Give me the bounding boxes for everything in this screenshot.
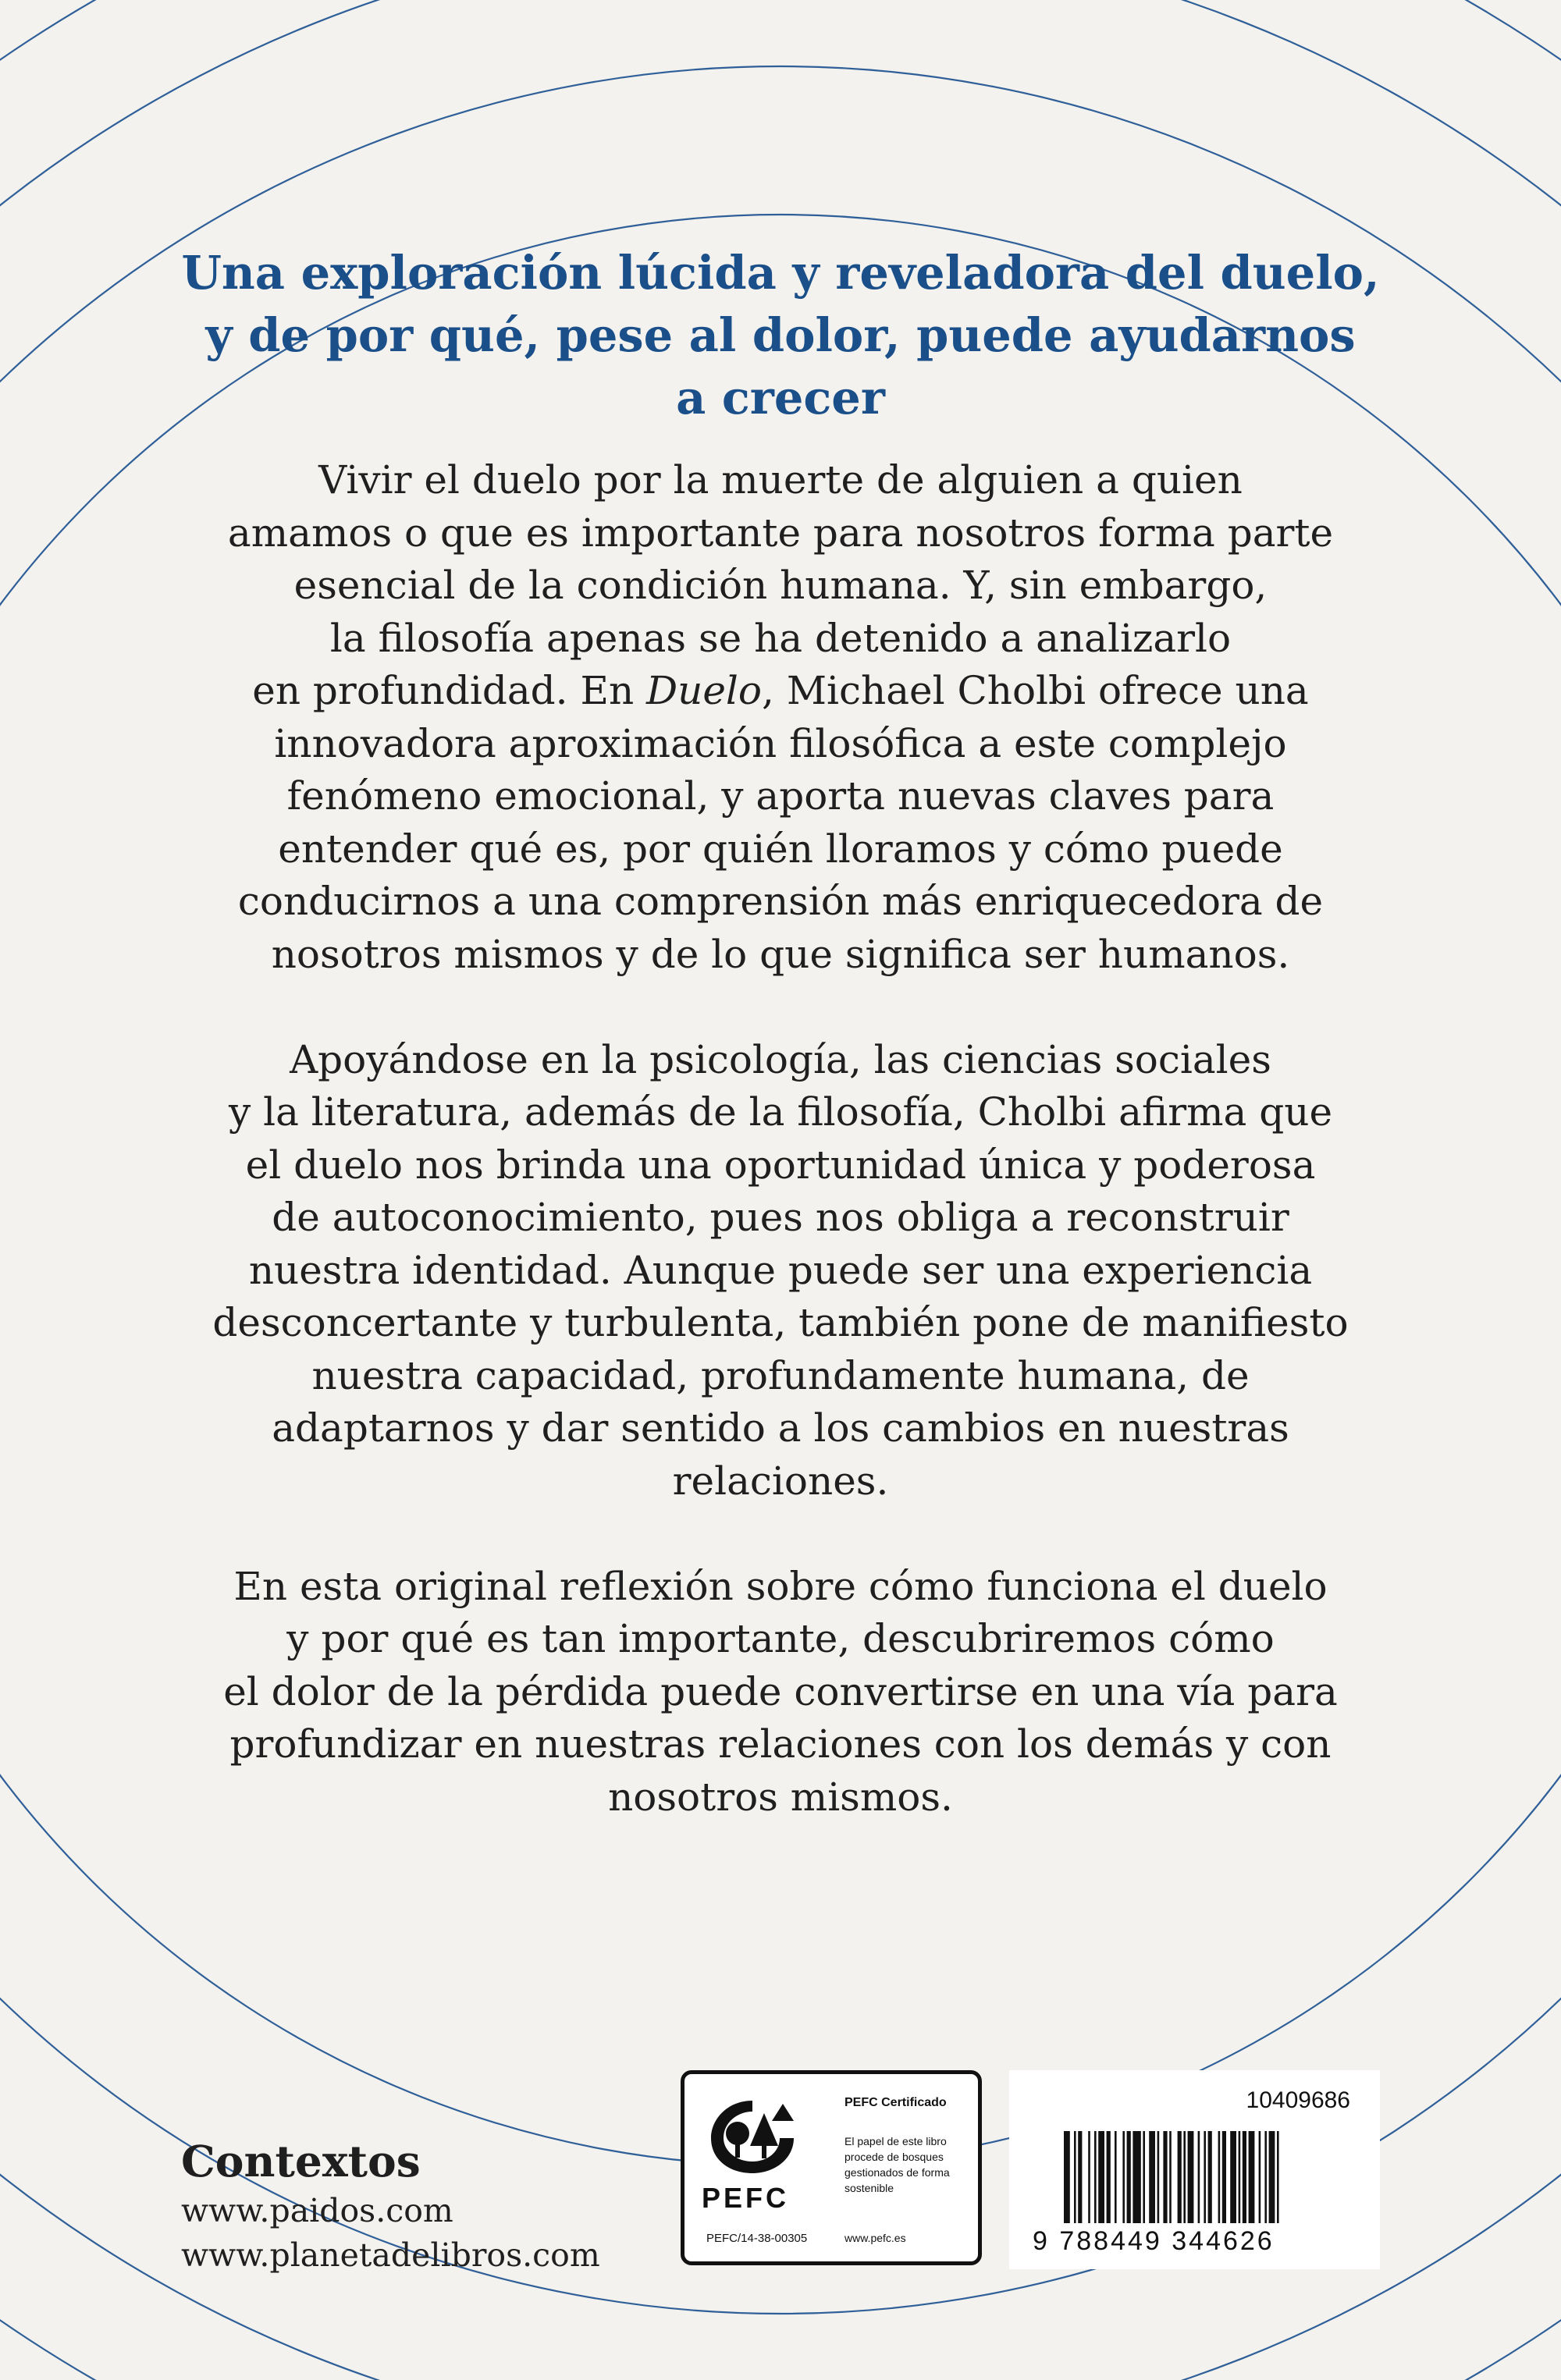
barcode-bar bbox=[1122, 2131, 1125, 2223]
headline-line: Una exploración lúcida y reveladora del duelo, bbox=[181, 246, 1380, 300]
text-line: innovadora aproximación filosófica a este complejo bbox=[274, 720, 1287, 766]
paragraph-2 bbox=[156, 1034, 1405, 1508]
product-code: 10409686 bbox=[1246, 2087, 1350, 2113]
text-line: relaciones. bbox=[672, 1458, 889, 1504]
pefc-title: PEFC Certificado bbox=[845, 2096, 947, 2109]
text-line: Vivir el duelo por la muerte de alguien a quien bbox=[318, 457, 1243, 503]
barcode-bar bbox=[1198, 2131, 1200, 2223]
pefc-code: PEFC/14-38-00305 bbox=[706, 2232, 808, 2245]
barcode-bar bbox=[1074, 2131, 1076, 2223]
text-line: desconcertante y turbulenta, también pone de manifiesto bbox=[212, 1300, 1349, 1345]
barcode-digits: 9 788449 344626 bbox=[1033, 2226, 1275, 2256]
barcode-bar bbox=[1239, 2131, 1241, 2223]
synopsis bbox=[156, 454, 1405, 1877]
text-line: adaptarnos y dar sentido a los cambios en nuestras bbox=[272, 1405, 1289, 1451]
pefc-description: El papel de este libro procede de bosques gestionados de forma sostenible bbox=[845, 2135, 950, 2194]
barcode-bar bbox=[1222, 2131, 1226, 2223]
barcode-bar bbox=[1269, 2131, 1275, 2223]
barcode-bar bbox=[1208, 2131, 1212, 2223]
text-line: nosotros mismos. bbox=[608, 1774, 953, 1820]
paragraph-3 bbox=[156, 1561, 1405, 1824]
publisher-imprint bbox=[181, 2134, 600, 2278]
barcode-bar bbox=[1157, 2131, 1160, 2223]
text-line: , Michael Cholbi ofrece una bbox=[762, 668, 1309, 713]
barcode-bar bbox=[1204, 2131, 1206, 2223]
barcode-bar bbox=[1277, 2131, 1279, 2223]
text-line: Apoyándose en la psicología, las ciencias sociales bbox=[290, 1036, 1271, 1082]
barcode-bar bbox=[1094, 2131, 1097, 2223]
barcode-bar bbox=[1078, 2131, 1082, 2223]
barcode-bar bbox=[1107, 2131, 1111, 2223]
publisher-url[interactable]: www.paidos.com bbox=[181, 2192, 453, 2229]
barcode-bar bbox=[1178, 2131, 1182, 2223]
paragraph-1 bbox=[156, 454, 1405, 981]
barcode-bar bbox=[1127, 2131, 1131, 2223]
text-line: amamos o que es importante para nosotros forma parte bbox=[227, 510, 1334, 556]
pefc-wordmark: PEFC bbox=[702, 2182, 790, 2214]
barcode-bar bbox=[1088, 2131, 1090, 2223]
text-line: en profundidad. En bbox=[252, 668, 647, 713]
text-line: nuestra identidad. Aunque puede ser una experiencia bbox=[248, 1247, 1313, 1293]
barcode-bar bbox=[1115, 2131, 1117, 2223]
barcode-bar bbox=[1064, 2131, 1070, 2223]
barcode-bar bbox=[1249, 2131, 1255, 2223]
headline-line: a crecer bbox=[676, 371, 885, 424]
pefc-trees-logo-icon bbox=[708, 2098, 798, 2176]
pefc-certification-badge bbox=[681, 2070, 982, 2265]
barcode-bar bbox=[1149, 2131, 1155, 2223]
barcode-bar bbox=[1230, 2131, 1236, 2223]
barcode-bar bbox=[1143, 2131, 1145, 2223]
barcode-bar bbox=[1169, 2131, 1172, 2223]
barcode-bar bbox=[1264, 2131, 1267, 2223]
headline-line: y de por qué, pese al dolor, puede ayudarnos bbox=[205, 308, 1356, 362]
text-line: y por qué es tan importante, descubriremos cómo bbox=[286, 1616, 1275, 1661]
barcode-bar bbox=[1188, 2131, 1194, 2223]
publisher-url[interactable]: www.planetadelibros.com bbox=[181, 2236, 600, 2274]
text-line: el duelo nos brinda una oportunidad única y poderosa bbox=[245, 1142, 1316, 1188]
text-line: En esta original reflexión sobre cómo funciona el duelo bbox=[233, 1563, 1328, 1609]
barcode-bar bbox=[1259, 2131, 1261, 2223]
text-line: fenómeno emocional, y aporta nuevas claves para bbox=[286, 773, 1275, 819]
text-line: el dolor de la pérdida puede convertirse en una vía para bbox=[223, 1668, 1338, 1714]
text-line: profundizar en nuestras relaciones con los demás y con bbox=[229, 1721, 1332, 1767]
barcode-bar bbox=[1163, 2131, 1167, 2223]
text-line: nuestra capacidad, profundamente humana, de bbox=[311, 1352, 1250, 1398]
text-line: esencial de la condición humana. Y, sin embargo, bbox=[293, 563, 1268, 608]
series-name: Contextos bbox=[181, 2136, 421, 2186]
text-line: conducirnos a una comprensión más enriquecedora de bbox=[237, 879, 1324, 924]
text-line: y la literatura, además de la filosofía, Cholbi afirma que bbox=[228, 1089, 1333, 1135]
book-title: Duelo bbox=[646, 668, 763, 713]
barcode-bar bbox=[1098, 2131, 1104, 2223]
barcode-bar bbox=[1243, 2131, 1246, 2223]
isbn-barcode bbox=[1009, 2070, 1380, 2269]
text-line: nosotros mismos y de lo que significa ser humanos. bbox=[271, 931, 1290, 977]
pefc-url[interactable]: www.pefc.es bbox=[845, 2232, 906, 2244]
barcode-bar bbox=[1218, 2131, 1221, 2223]
headline bbox=[156, 242, 1405, 429]
barcode-bar bbox=[1183, 2131, 1186, 2223]
text-line: entender qué es, por quién lloramos y cómo puede bbox=[278, 826, 1283, 872]
barcode-bar bbox=[1133, 2131, 1140, 2223]
text-line: la filosofía apenas se ha detenido a analizarlo bbox=[329, 615, 1232, 661]
text-line: de autoconocimiento, pues nos obliga a reconstruir bbox=[272, 1195, 1289, 1240]
